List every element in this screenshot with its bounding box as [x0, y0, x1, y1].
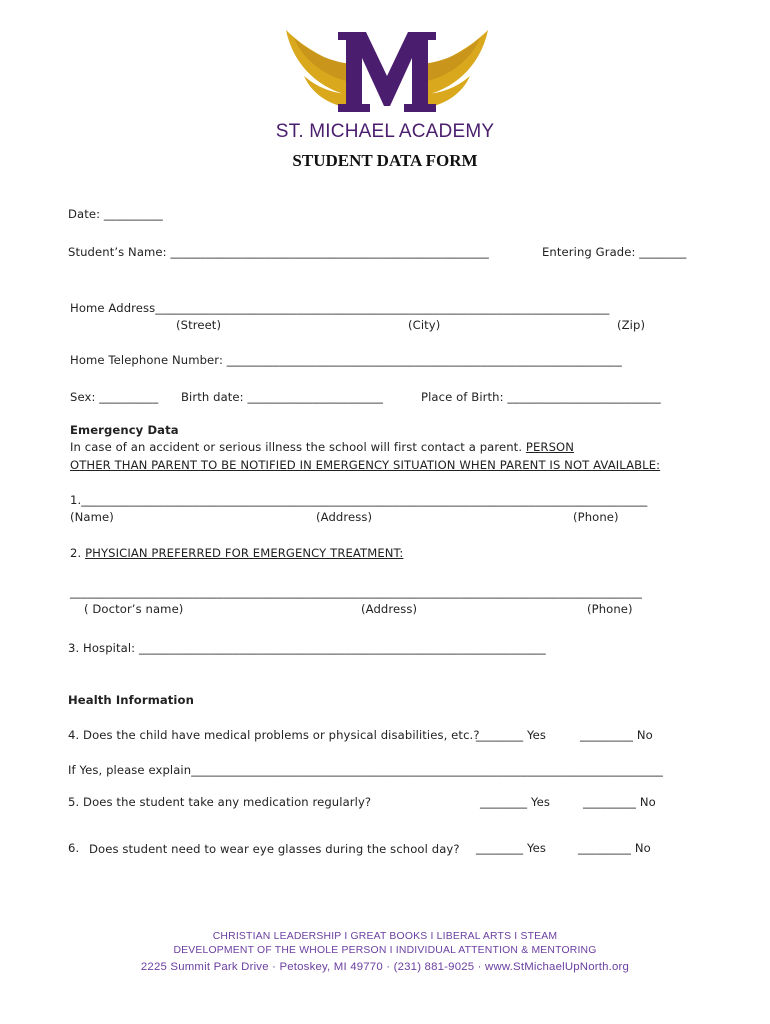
- emergency-contact-field[interactable]: 1.________________________________________________________________________________________________: [70, 493, 648, 507]
- doctor-address-label: (Address): [361, 602, 418, 616]
- phone-label: (Phone): [573, 510, 619, 524]
- emergency-instructions: [70, 440, 574, 454]
- zip-label: (Zip): [617, 318, 646, 332]
- address-label: (Address): [316, 510, 373, 524]
- doctor-phone-label: (Phone): [587, 602, 633, 616]
- street-label: (Street): [176, 318, 222, 332]
- question-4-no[interactable]: _________ No: [580, 728, 653, 742]
- question-5-no[interactable]: _________ No: [583, 795, 656, 809]
- question-5-yes[interactable]: ________ Yes: [480, 795, 550, 809]
- letter-m-icon: [338, 32, 436, 112]
- name-label: (Name): [70, 510, 114, 524]
- question-5: 5. Does the student take any medication regularly?: [68, 795, 372, 809]
- question-6-yes[interactable]: ________ Yes: [476, 841, 546, 855]
- birth-date-field[interactable]: Birth date: _______________________: [181, 390, 384, 404]
- date-field[interactable]: Date: __________: [68, 207, 163, 221]
- left-wing-icon: [286, 30, 352, 108]
- form-title: STUDENT DATA FORM: [292, 151, 478, 170]
- footer-contact: 2225 Summit Park Drive · Petoskey, MI 49770 · (231) 881-9025 · www.StMichaelUpNorth.org: [140, 961, 630, 973]
- footer-mission: DEVELOPMENT OF THE WHOLE PERSON I INDIVIDUAL ATTENTION & MENTORING: [173, 945, 597, 956]
- question-4-yes[interactable]: ________ Yes: [476, 728, 546, 742]
- school-name: ST. MICHAEL ACADEMY: [275, 121, 495, 142]
- student-name-field[interactable]: Student’s Name: ______________________________________________________: [68, 245, 489, 259]
- sex-field[interactable]: Sex: __________: [70, 390, 159, 404]
- school-logo: [282, 24, 492, 118]
- question-6: Does student need to wear eye glasses during the school day?: [89, 842, 460, 856]
- doctor-name-label: ( Doctor’s name): [84, 602, 184, 616]
- question-6-number: 6.: [68, 841, 80, 855]
- explain-field[interactable]: If Yes, please explain________________________________________________________________________________: [68, 763, 663, 777]
- city-label: (City): [408, 318, 441, 332]
- home-phone-field[interactable]: Home Telephone Number: ___________________________________________________________________: [70, 353, 622, 367]
- emergency-line1-underlined: PERSON: [525, 440, 575, 454]
- physician-heading: PHYSICIAN PREFERRED FOR EMERGENCY TREATMENT:: [85, 546, 404, 560]
- emergency-line1: In case of an accident or serious illness the school will first contact a parent.: [70, 440, 526, 454]
- right-wing-icon: [422, 30, 488, 108]
- question-4: 4. Does the child have medical problems or physical disabilities, etc.?: [68, 728, 480, 742]
- question-6-no[interactable]: _________ No: [578, 841, 651, 855]
- physician-field[interactable]: _________________________________________________________________________________________________: [70, 585, 642, 599]
- home-address-field[interactable]: Home Address_____________________________________________________________________________: [70, 301, 610, 315]
- emergency-line2: OTHER THAN PARENT TO BE NOTIFIED IN EMERGENCY SITUATION WHEN PARENT IS NOT AVAILABLE:: [70, 458, 661, 472]
- emergency-heading: Emergency Data: [70, 423, 179, 437]
- place-of-birth-field[interactable]: Place of Birth: __________________________: [421, 390, 661, 404]
- physician-number: 2.: [70, 546, 86, 560]
- entering-grade-field[interactable]: Entering Grade: ________: [542, 245, 687, 259]
- physician-heading-row: [70, 546, 403, 560]
- footer-values: CHRISTIAN LEADERSHIP I GREAT BOOKS I LIBERAL ARTS I STEAM: [212, 931, 558, 942]
- health-heading: Health Information: [68, 693, 194, 707]
- hospital-field[interactable]: 3. Hospital: _____________________________________________________________________: [68, 641, 546, 655]
